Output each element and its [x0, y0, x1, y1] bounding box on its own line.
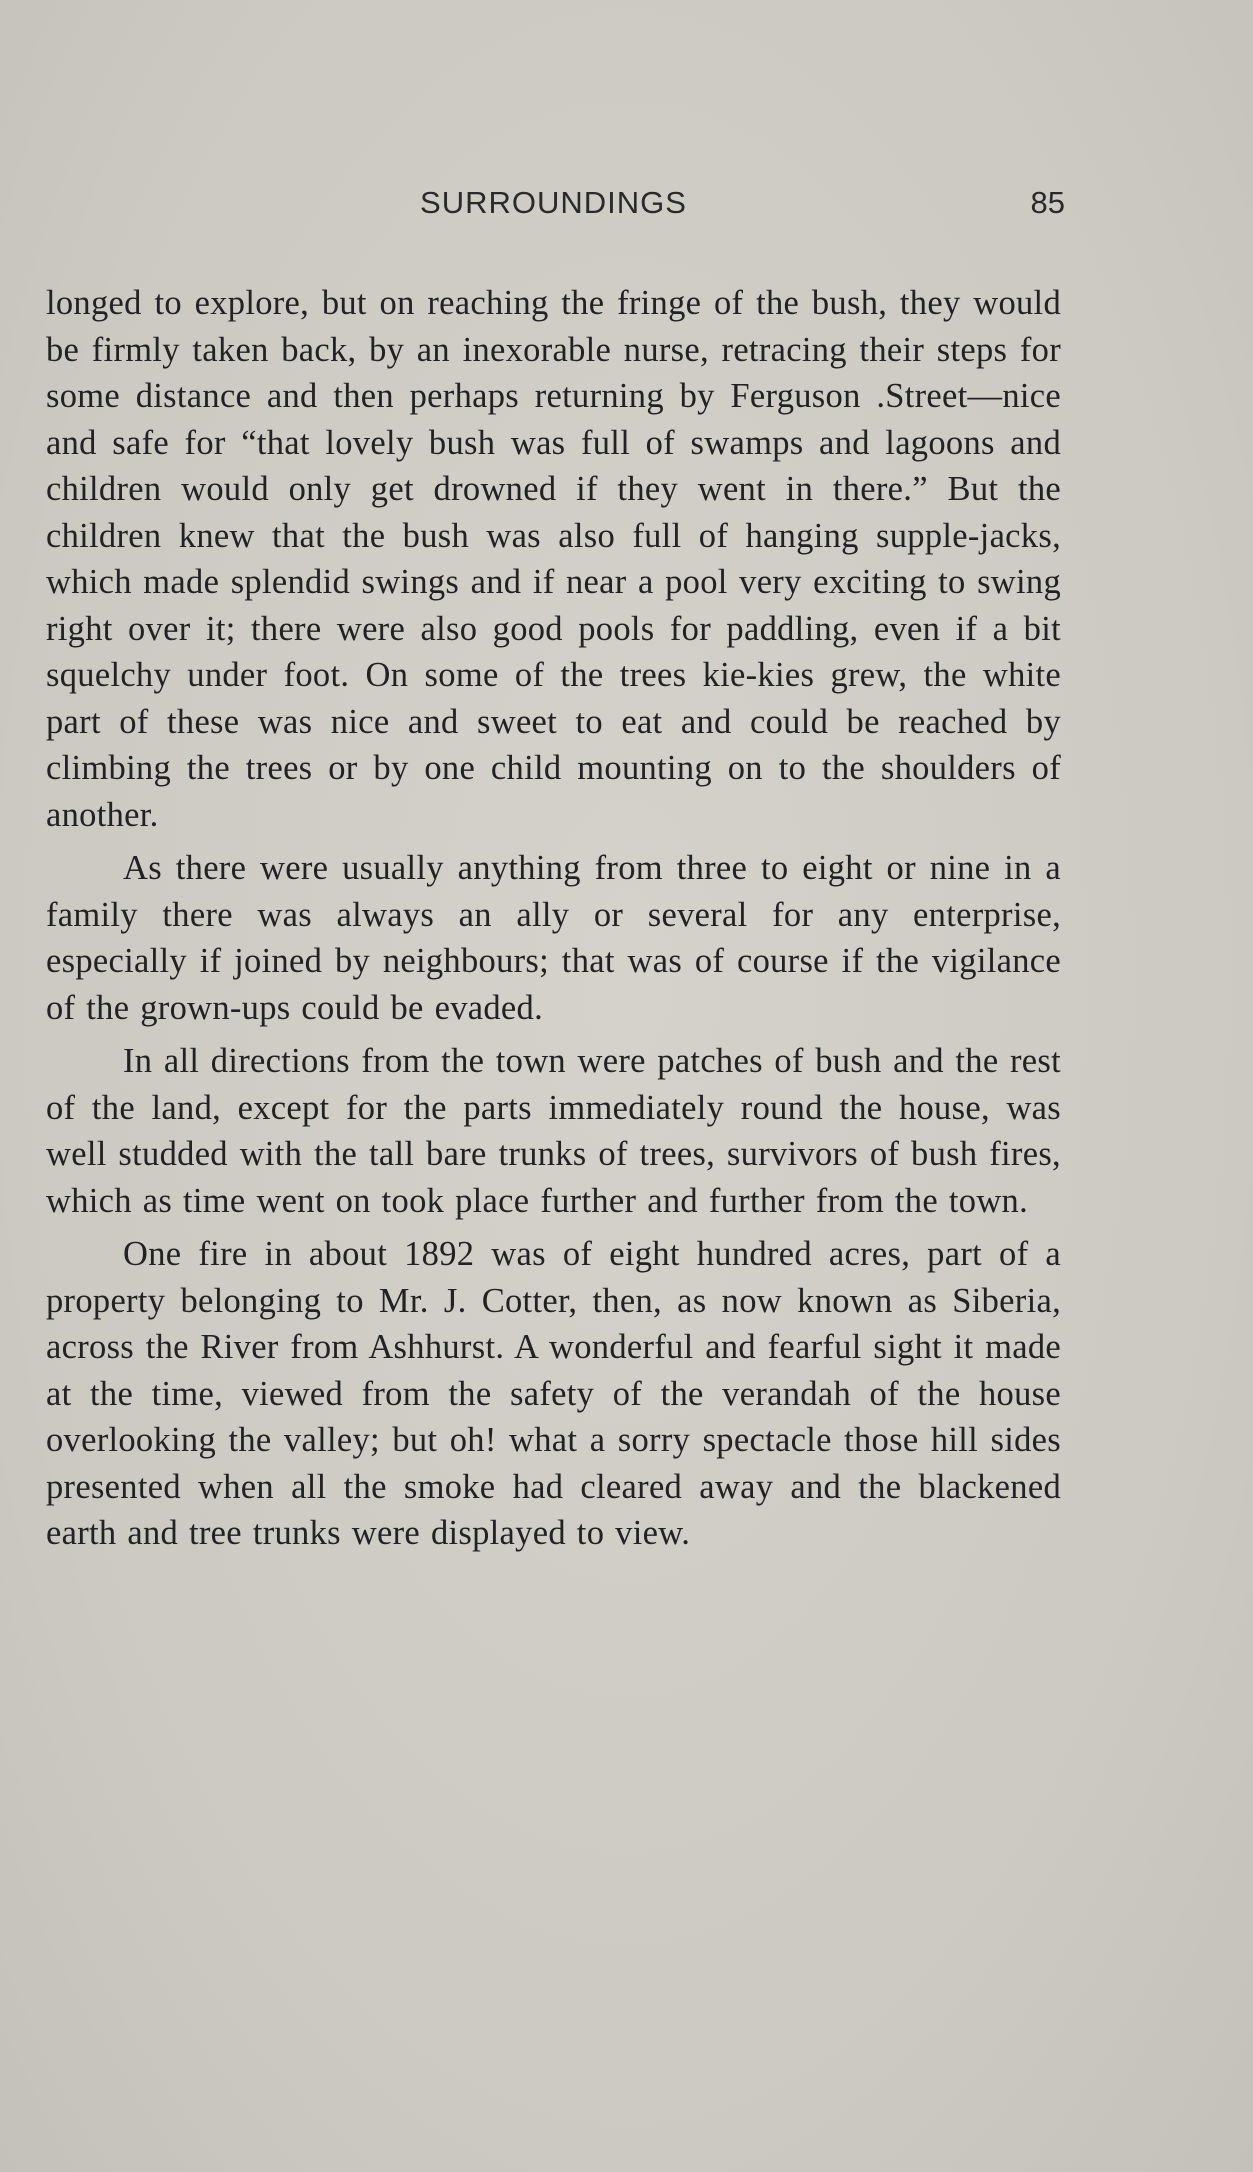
running-title: SURROUNDINGS: [420, 185, 687, 220]
paragraph-fire: One fire in about 1892 was of eight hundred acres, part of a property belonging to Mr. J. Cotter, then, as now known as Siberia, across the River from Ashhurst. A wonderful and fearful sight it made at the time, viewed from the safety of the verandah of the house overlooking the valley; but oh! what a sorry spectacle those hill sides presented when all the smoke had cleared away and the blackened earth and tree trunks were displayed to view.: [46, 1235, 1061, 1552]
running-head: [46, 185, 1065, 235]
body-text: [46, 280, 1061, 1564]
paragraph-family: As there were usually anything from three to eight or nine in a family there was always an ally or several for any enterprise, especially if joined by neighbours; that was of course if the vigilance of the grown-ups could be evaded.: [46, 849, 1061, 1027]
paragraph-bush-patches: In all directions from the town were patches of bush and the rest of the land, except for the parts immediately round the house, was well studded with the tall bare trunks of trees, survivors of bush fires, which as time went on took place further and further from the town.: [46, 1042, 1061, 1220]
page-number: 85: [1030, 185, 1065, 220]
paragraph-continued: longed to explore, but on reaching the fringe of the bush, they would be firmly taken back, by an inexorable nurse, retracing their steps for some distance and then perhaps returning by Ferguson .Street—nice and safe for “that lovely bush was full of swamps and lagoons and children would only get drowned if they went in there.” But the children knew that the bush was also full of hanging supple-jacks, which made splendid swings and if near a pool very exciting to swing right over it; there were also good pools for paddling, even if a bit squelchy under foot. On some of the trees kie-kies grew, the white part of these was nice and sweet to eat and could be reached by climbing the trees or by one child mounting on to the shoulders of another.: [46, 284, 1061, 834]
